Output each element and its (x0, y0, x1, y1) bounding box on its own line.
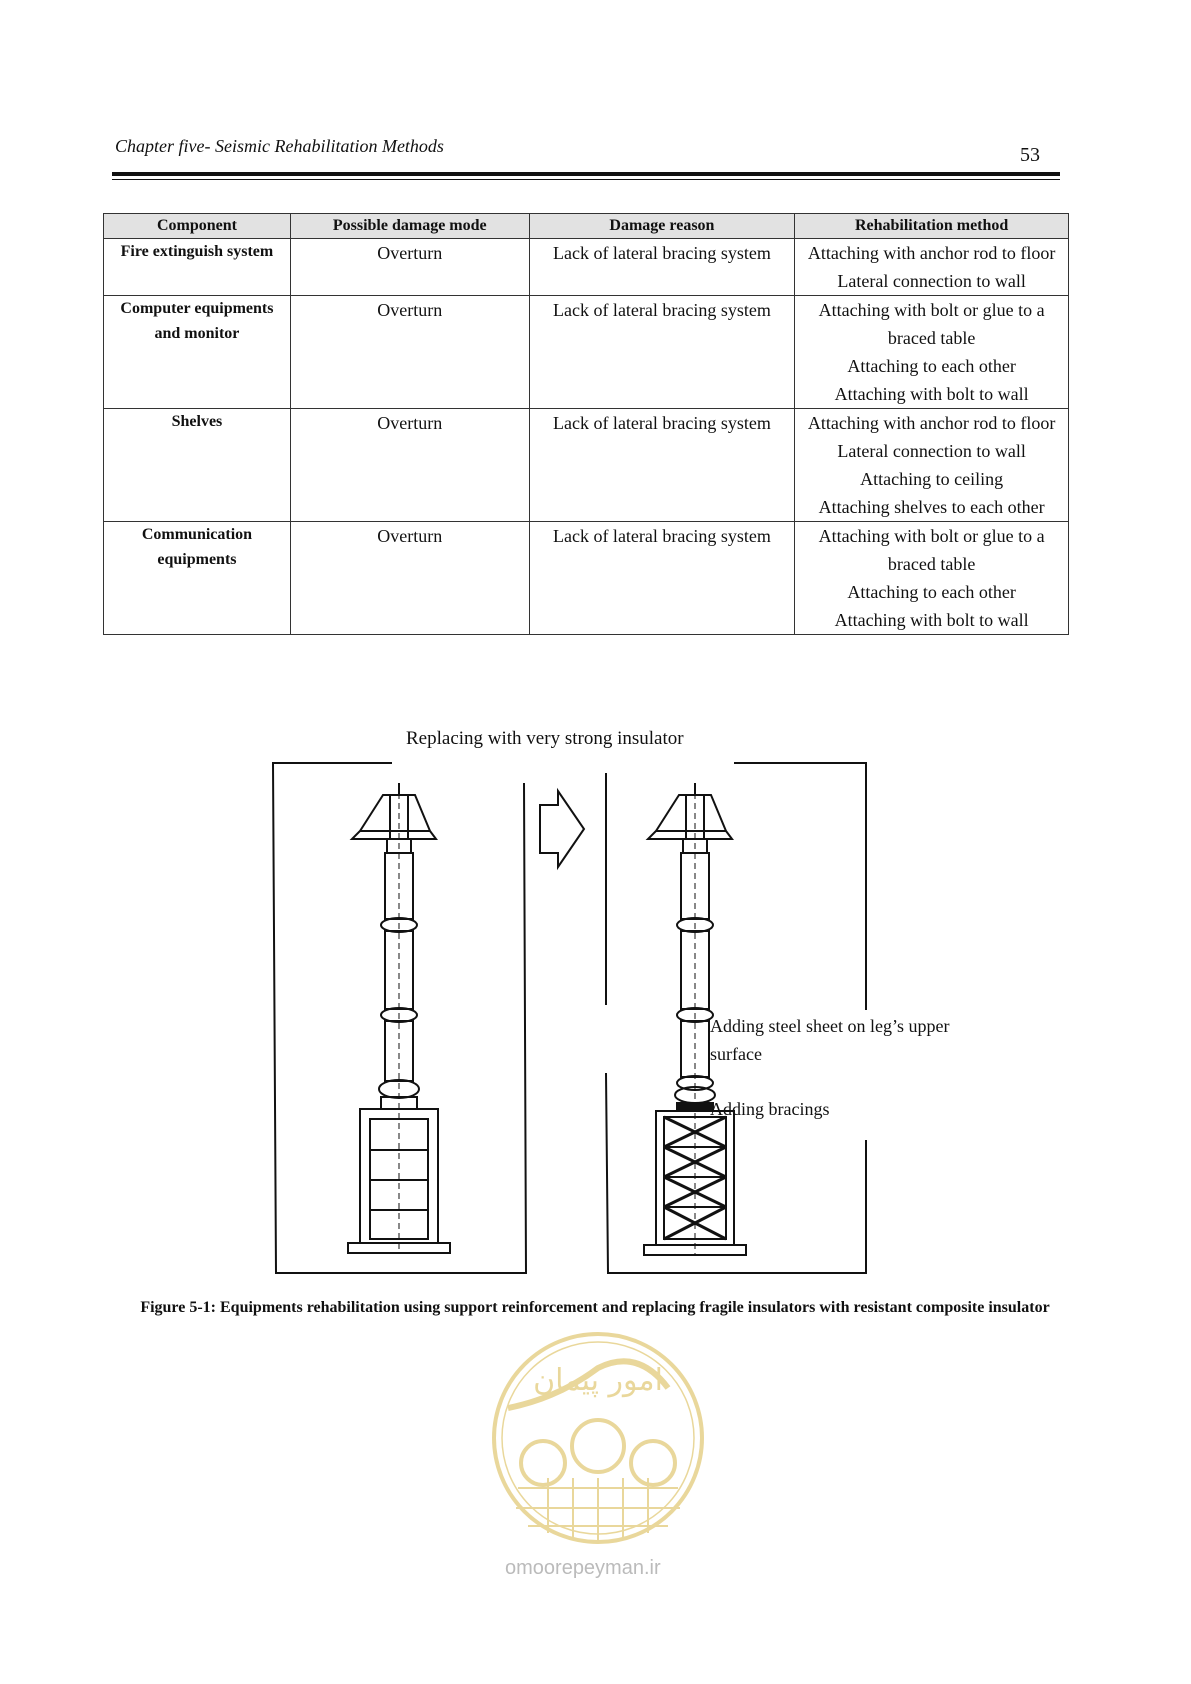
transition-arrow-icon (540, 791, 584, 867)
header-component: Component (104, 214, 291, 239)
original-insulator-drawing (348, 783, 450, 1253)
cell-rehabilitation-method (795, 522, 1069, 635)
cell-rehabilitation-method (795, 409, 1069, 522)
watermark-logo-text: امور پیمان (533, 1363, 663, 1398)
method-item: Attaching with bolt to wall (834, 610, 1029, 630)
cell-damage-mode: Overturn (290, 296, 529, 409)
rehabilitation-table (103, 213, 1069, 635)
method-item: Attaching shelves to each other (818, 497, 1045, 517)
figure-caption: Figure 5-1: Equipments rehabilitation using support reinforcement and replacing fragile insulators with resistant composite insulator (140, 1299, 1050, 1316)
cell-component: Fire extinguish system (104, 239, 291, 296)
table-header-row (104, 214, 1069, 239)
cell-damage-reason: Lack of lateral bracing system (529, 409, 795, 522)
watermark-site: omoorepeyman.ir (505, 1557, 661, 1579)
method-item: Attaching with anchor rod to floor (807, 413, 1056, 433)
annotation-bracings: Adding bracings (710, 1099, 830, 1119)
cell-component: Shelves (104, 409, 291, 522)
page-number: 53 (1020, 144, 1040, 166)
table-row (104, 239, 1069, 296)
method-item: Attaching to each other (847, 356, 1016, 376)
table-body (104, 239, 1069, 635)
watermark-logo (488, 1328, 708, 1548)
cell-damage-reason: Lack of lateral bracing system (529, 239, 795, 296)
method-item: Lateral connection to wall (837, 271, 1026, 291)
cell-damage-mode: Overturn (290, 522, 529, 635)
method-item: Lateral connection to wall (837, 441, 1026, 461)
table-row (104, 296, 1069, 409)
method-item: Attaching to each other (847, 582, 1016, 602)
cell-damage-reason: Lack of lateral bracing system (529, 296, 795, 409)
header-damage-reason: Damage reason (529, 214, 795, 239)
method-item: Attaching to ceiling (860, 469, 1004, 489)
header-rehabilitation-method: Rehabilitation method (795, 214, 1069, 239)
cell-component: Communication equipments (104, 522, 291, 635)
chapter-title: Chapter five- Seismic Rehabilitation Methods (115, 136, 444, 156)
figure-top-label: Replacing with very strong insulator (406, 728, 684, 749)
cell-damage-reason: Lack of lateral bracing system (529, 522, 795, 635)
method-item: Attaching with bolt or glue to a braced table (818, 526, 1045, 574)
table-row (104, 409, 1069, 522)
method-item: Attaching with anchor rod to floor (807, 243, 1056, 263)
method-item: Attaching with bolt or glue to a braced table (818, 300, 1045, 348)
header-damage-mode: Possible damage mode (290, 214, 529, 239)
cell-rehabilitation-method (795, 296, 1069, 409)
cell-damage-mode: Overturn (290, 239, 529, 296)
cell-component: Computer equipments and monitor (104, 296, 291, 409)
table-row (104, 522, 1069, 635)
method-item: Attaching with bolt to wall (834, 384, 1029, 404)
header-rule-thick (112, 172, 1060, 176)
header-rule-thin (112, 179, 1060, 180)
cell-rehabilitation-method (795, 239, 1069, 296)
cell-damage-mode: Overturn (290, 409, 529, 522)
annotation-steel-sheet: Adding steel sheet on leg’s upper surface (710, 1016, 950, 1064)
